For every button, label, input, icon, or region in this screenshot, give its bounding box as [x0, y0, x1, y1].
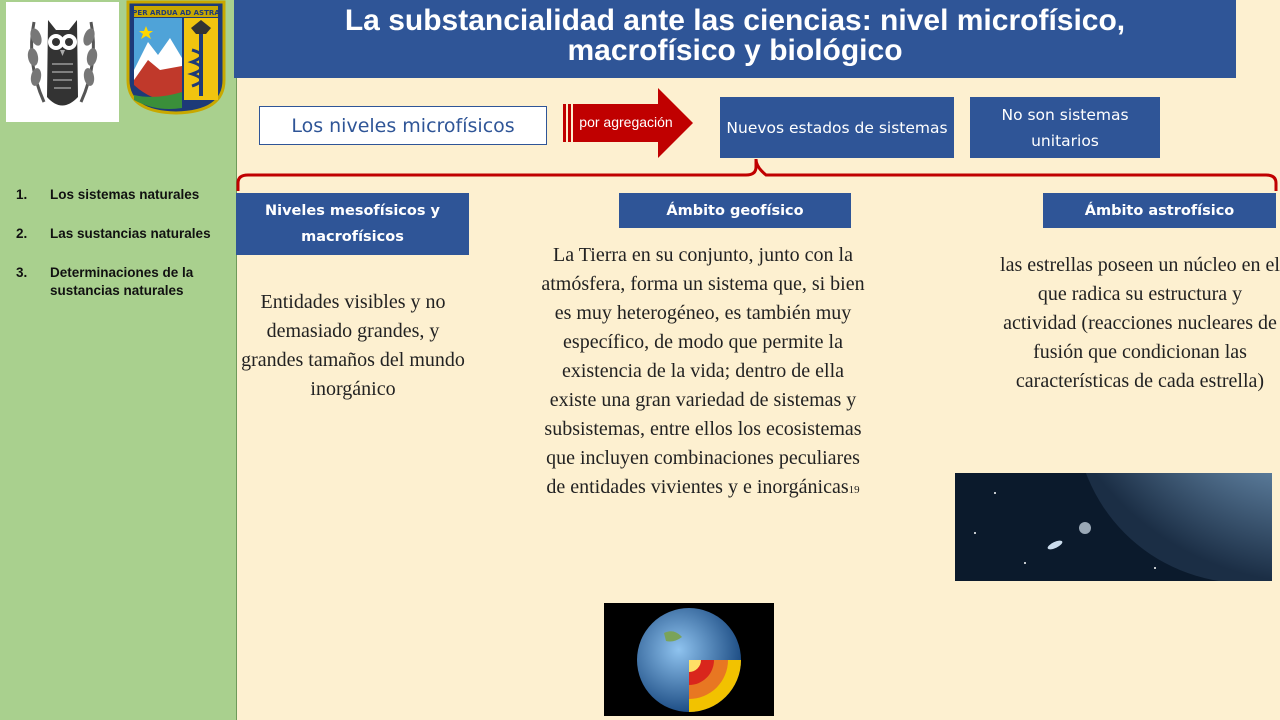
- list-label: Determinaciones de la sustancias naturales: [50, 265, 194, 298]
- geophysical-heading: [619, 193, 851, 228]
- aggregation-label: por agregación: [579, 114, 673, 130]
- footnote-number: 19: [848, 484, 860, 496]
- new-states-label: Nuevos estados de sistemas: [726, 118, 948, 137]
- owl-logo: [6, 2, 119, 122]
- micro-levels-box: [259, 106, 547, 145]
- geo-heading-label: Ámbito geofísico: [666, 202, 804, 219]
- micro-levels-label: Los niveles microfísicos: [291, 114, 515, 137]
- title-line-2: macrofísico y biológico: [567, 34, 903, 67]
- geo-description: [538, 241, 868, 505]
- title-line-1: La substancialidad ante las ciencias: nivel microfísico,: [344, 4, 1126, 37]
- sidebar: [0, 0, 237, 720]
- astro-description: las estrellas poseen un núcleo en el que radica su estructura y actividad (reacciones nucleares de fusión que condicionan las características de cada estrella): [1000, 254, 1280, 392]
- list-number: 1.: [16, 187, 28, 202]
- meso-heading-label: Niveles mesofísicos y macrofísicos: [265, 203, 440, 245]
- geo-text: La Tierra en su conjunto, junto con la atmósfera, forma un sistema que, si bien es muy heterogéneo, es también muy específico, de modo que permite la existencia de la vida; dentro de ella existe una gran variedad de sistemas y subsistemas, entre ellos los ecosistemas que incluyen combinaciones peculiares de entidades vivientes y e inorgánicas: [541, 244, 865, 498]
- page-title: [234, 0, 1236, 78]
- university-shield-logo: [126, 0, 226, 115]
- list-label: Los sistemas naturales: [50, 187, 200, 202]
- not-unitary-box: [970, 97, 1160, 158]
- new-states-box: [720, 97, 954, 158]
- meso-description: Entidades visibles y no demasiado grandes, y grandes tamaños del mundo inorgánico: [241, 291, 465, 400]
- earth-layers-image: [604, 603, 774, 716]
- meso-macro-heading: [236, 193, 469, 255]
- astrophysical-heading: [1043, 193, 1276, 228]
- curly-brace-connector: [230, 155, 1280, 195]
- list-number: 2.: [16, 226, 28, 241]
- list-number: 3.: [16, 265, 28, 280]
- planet-space-image: [955, 473, 1272, 581]
- table-of-contents: [16, 186, 228, 321]
- list-item[interactable]: [16, 186, 228, 204]
- astro-heading-label: Ámbito astrofísico: [1084, 202, 1235, 219]
- list-label: Las sustancias naturales: [50, 226, 211, 241]
- list-item[interactable]: [16, 264, 228, 300]
- not-unitary-label: No son sistemas unitarios: [1001, 105, 1129, 150]
- shield-motto: PER ARDUA AD ASTRA: [132, 9, 220, 17]
- list-item[interactable]: [16, 225, 228, 243]
